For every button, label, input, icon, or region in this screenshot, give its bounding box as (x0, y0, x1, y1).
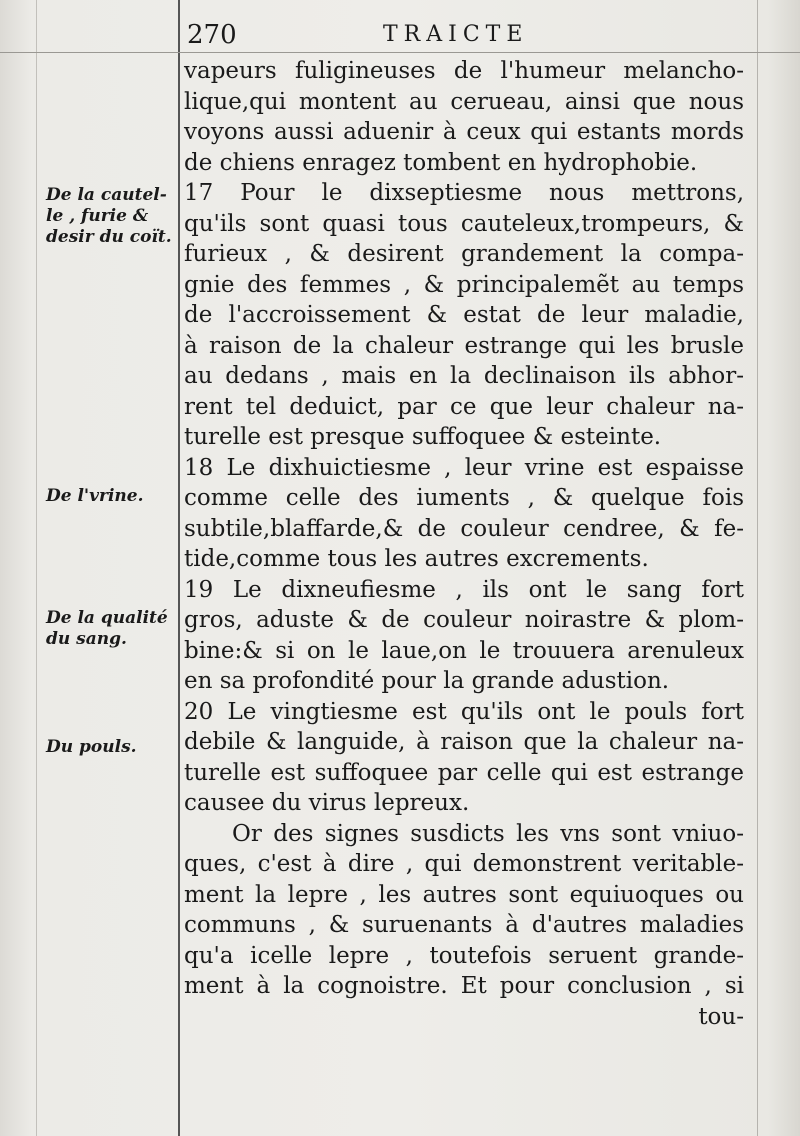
text-line: de chiens enragez tombent en hydrophobie. (184, 149, 698, 176)
text-line: subtile,blaffarde,& de couleur cendree, & fe- (184, 515, 744, 542)
text-line: vapeurs fuligineuses de l'humeur melancho- (184, 58, 744, 84)
margin-note-line: De la cautel- (46, 185, 167, 205)
text-line: à raison de la chaleur estrange qui les brusle (184, 332, 744, 359)
text-line: debile & languide, à raison que la chaleur na- (184, 729, 744, 755)
header-rule (0, 52, 800, 53)
page-edge-right (757, 0, 758, 1136)
text-line: 19 Le dixneufiesme , ils ont le sang fort (184, 576, 744, 603)
text-line: bine:& si on le laue,on le trouuera arenuleux (184, 637, 744, 664)
catchword: tou- (698, 1003, 744, 1030)
text-line: comme celle des iuments , & quelque fois (184, 485, 744, 511)
text-line: turelle est suffoquee par celle qui est estrange (184, 759, 744, 786)
margin-rule (178, 0, 180, 1136)
running-title: TRAICTE (383, 22, 529, 47)
text-line: ment la lepre , les autres sont equiuoques ou (184, 881, 744, 908)
text-line: gnie des femmes , & principalemẽt au temps (184, 271, 744, 298)
margin-note-line: Du pouls. (46, 737, 137, 757)
text-line: ment à la cognoistre. Et pour conclusion , si (184, 973, 744, 999)
margin-note-line: De la qualité (46, 608, 168, 628)
text-line: qu'ils sont quasi tous cauteleux,trompeurs, & (184, 210, 744, 237)
text-line: 20 Le vingtiesme est qu'ils ont le pouls fort (184, 698, 744, 725)
text-line: de l'accroissement & estat de leur maladie, (184, 302, 744, 328)
margin-note-line: De l'vrine. (46, 486, 144, 506)
text-line: communs , & suruenants à d'autres maladies (184, 912, 744, 938)
margin-note-pouls (46, 737, 178, 758)
text-line: causee du virus lepreux. (184, 790, 470, 816)
body-text (184, 56, 744, 1032)
text-line: 18 Le dixhuictiesme , leur vrine est espaisse (184, 454, 744, 481)
text-line: en sa profondité pour la grande adustion. (184, 668, 670, 694)
margin-note-line: le , furie & (46, 206, 149, 226)
text-line: turelle est presque suffoquee & esteinte. (184, 424, 662, 450)
text-line: tide,comme tous les autres excrements. (184, 546, 649, 572)
text-line: au dedans , mais en la declinaison ils abhor- (184, 363, 744, 389)
text-line: Or des signes susdicts les vns sont vniuo- (232, 820, 744, 847)
text-line: lique,qui montent au cerueau, ainsi que nous (184, 88, 744, 115)
text-line: 17 Pour le dixseptiesme nous mettrons, (184, 180, 744, 206)
margin-note-vrine (46, 486, 178, 507)
margin-note-line: desir du coït. (46, 227, 172, 247)
text-line: furieux , & desirent grandement la compa- (184, 241, 744, 267)
margin-note-sang (46, 608, 178, 650)
page-edge-left (36, 0, 37, 1136)
text-line: rent tel deduict, par ce que leur chaleur na- (184, 393, 744, 420)
text-line: ques, c'est à dire , qui demonstrent veritable- (184, 851, 744, 877)
text-line: qu'a icelle lepre , toutefois seruent grande- (184, 942, 744, 969)
page-header (183, 20, 743, 52)
text-line: gros, aduste & de couleur noirastre & plom- (184, 607, 744, 633)
margin-note-cautele (46, 185, 178, 248)
page-number: 270 (187, 20, 237, 50)
margin-note-line: du sang. (46, 629, 127, 649)
text-line: voyons aussi aduenir à ceux qui estants mords (184, 119, 744, 145)
